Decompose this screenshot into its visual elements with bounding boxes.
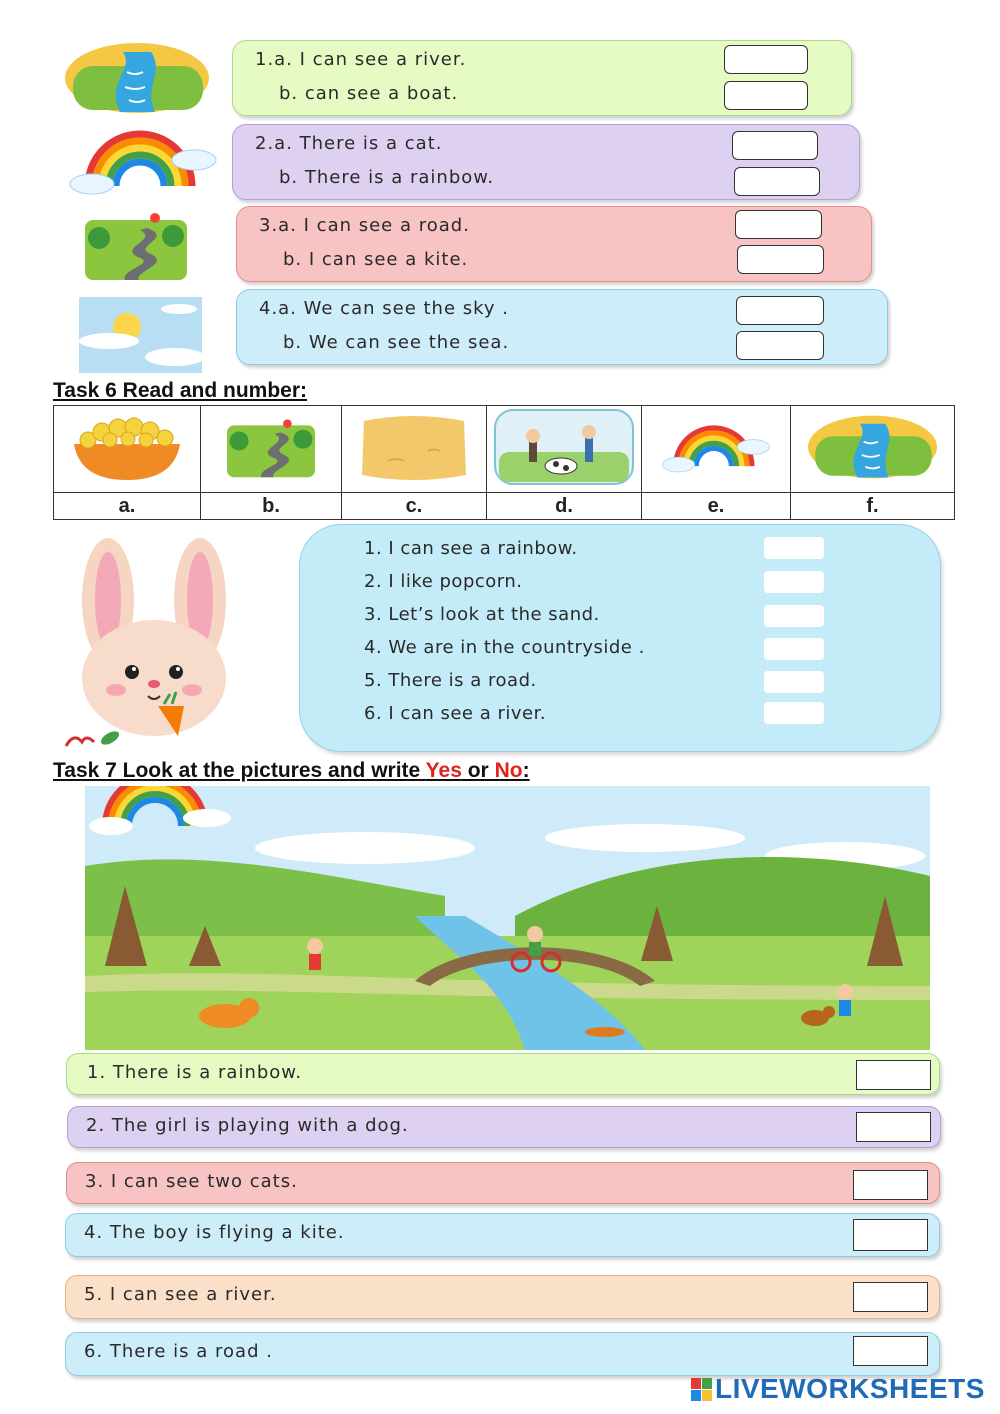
task6-label-b: b. <box>201 493 342 520</box>
task6-answer-2[interactable] <box>764 571 824 593</box>
task7-sentence-4: 4. The boy is flying a kite. <box>84 1222 345 1243</box>
task7-answer-6[interactable] <box>853 1336 928 1366</box>
task6-sentence-4: 4. We are in the countryside . <box>364 637 645 658</box>
task6-label-c: c. <box>342 493 487 520</box>
task6-cell-d <box>487 406 642 493</box>
task7-answer-3[interactable] <box>853 1170 928 1200</box>
task5-item-2-a: 2.a. There is a cat. <box>255 133 443 154</box>
task7-sentence-5: 5. I can see a river. <box>84 1284 277 1305</box>
task5-answer-4b[interactable] <box>736 331 824 360</box>
popcorn-icon <box>66 410 188 484</box>
countryside-icon <box>493 408 635 486</box>
task6-cell-a <box>54 406 201 493</box>
task6-answer-5[interactable] <box>764 671 824 693</box>
task7-item-6 <box>65 1332 940 1376</box>
park-scene-icon <box>85 786 930 1050</box>
task6-sentence-3: 3. Let’s look at the sand. <box>364 604 600 625</box>
task7-sentence-1: 1. There is a rainbow. <box>87 1062 303 1083</box>
task6-answer-4[interactable] <box>764 638 824 660</box>
task6-label-a: a. <box>54 493 201 520</box>
sky-picture-icon <box>79 297 202 373</box>
task6-answer-6[interactable] <box>764 702 824 724</box>
task7-item-5 <box>65 1275 940 1319</box>
task6-cell-b <box>201 406 342 493</box>
task6-answer-1[interactable] <box>764 537 824 559</box>
task7-sentence-6: 6. There is a road . <box>84 1341 273 1362</box>
task5-answer-3a[interactable] <box>735 210 822 239</box>
task7-title-no: No <box>494 759 523 782</box>
task6-sentence-5: 5. There is a road. <box>364 670 537 691</box>
task5-item-4-b: b. We can see the sea. <box>283 332 510 353</box>
task7-item-2 <box>67 1106 941 1148</box>
task6-label-e: e. <box>642 493 791 520</box>
task6-cell-c <box>342 406 487 493</box>
task5-answer-4a[interactable] <box>736 296 824 325</box>
task6-label-d: d. <box>487 493 642 520</box>
task5-answer-2a[interactable] <box>732 131 818 160</box>
task7-sentence-2: 2. The girl is playing with a dog. <box>86 1115 409 1136</box>
task7-answer-2[interactable] <box>856 1112 931 1142</box>
task5-item-3-b: b. I can see a kite. <box>283 249 469 270</box>
task7-title <box>53 759 530 783</box>
task5-answer-2b[interactable] <box>734 167 820 196</box>
task5-answer-1a[interactable] <box>724 45 808 74</box>
task5-item-4-a: 4.a. We can see the sky . <box>259 298 510 319</box>
task6-title: Task 6 Read and number: <box>53 379 308 402</box>
river-icon <box>808 411 938 483</box>
task6-label-f: f. <box>791 493 955 520</box>
river-picture-icon <box>65 42 210 114</box>
task5-item-1-b: b. can see a boat. <box>279 83 459 104</box>
task6-picture-table <box>53 405 955 520</box>
task7-item-3 <box>66 1162 940 1204</box>
task7-sentence-3: 3. I can see two cats. <box>85 1171 298 1192</box>
task6-sentence-2: 2. I like popcorn. <box>364 571 523 592</box>
road-picture-icon <box>85 210 187 280</box>
task7-title-yes: Yes <box>425 759 462 782</box>
rainbow-icon <box>661 416 771 478</box>
task6-cell-f <box>791 406 955 493</box>
task6-sentence-6: 6. I can see a river. <box>364 703 547 724</box>
task7-item-4 <box>65 1213 940 1257</box>
bunny-icon <box>60 538 250 750</box>
rainbow-picture-icon <box>68 124 218 196</box>
task5-item-1-a: 1.a. I can see a river. <box>255 49 467 70</box>
task5-item-3-a: 3.a. I can see a road. <box>259 215 470 236</box>
task7-title-or: or <box>461 759 495 782</box>
task5-answer-3b[interactable] <box>737 245 824 274</box>
task6-sentence-1: 1. I can see a rainbow. <box>364 538 578 559</box>
task7-title-prefix: Task 7 Look at the pictures and write <box>53 759 426 782</box>
task7-answer-4[interactable] <box>853 1219 928 1251</box>
task5-answer-1b[interactable] <box>724 81 808 110</box>
task7-answer-1[interactable] <box>856 1060 931 1090</box>
task6-answer-3[interactable] <box>764 605 824 627</box>
task5-item-2-b: b. There is a rainbow. <box>279 167 495 188</box>
road-icon <box>227 414 315 480</box>
liveworksheets-logo: LIVEWORKSHEETS <box>715 1373 985 1404</box>
task6-cell-e <box>642 406 791 493</box>
task7-item-1 <box>66 1053 940 1095</box>
task7-answer-5[interactable] <box>853 1282 928 1312</box>
sand-icon <box>358 411 470 483</box>
liveworksheets-logo-icon <box>691 1378 713 1402</box>
task7-title-colon: : <box>522 759 530 782</box>
